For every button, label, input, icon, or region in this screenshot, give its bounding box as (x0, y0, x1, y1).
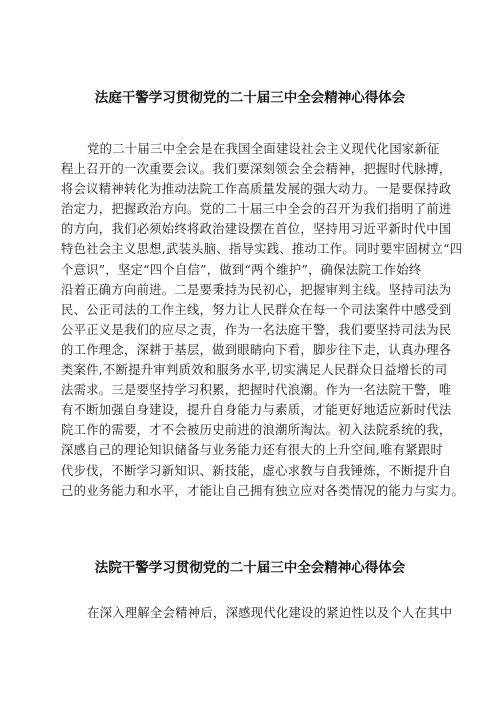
paragraph-line: 公平正义是我们的应尽之责，作为一名法庭干警，我们要坚持司法为民 (61, 322, 452, 337)
body-paragraph (61, 139, 465, 501)
paragraph-line: 类案件,不断提升审判质效和服务水平,切实满足人民群众日益增长的司 (61, 363, 448, 378)
paragraph-line: 沿着正确方向前进。二是要秉持为民初心，把握审判主线。坚持司法为 (61, 282, 452, 297)
body-paragraph (61, 603, 461, 623)
paragraph-line: 特色社会主义思想,武装头脑、指导实践、推动工作。同时要牢固树立“四 (61, 242, 463, 257)
paragraph-line: 代步伐，不断学习新知识、新技能，虚心求教与自我锤炼，不断提升自 (61, 463, 452, 478)
paragraph-line: 党的二十届三中全会是在我国全面建设社会主义现代化国家新征 (87, 142, 440, 156)
paragraph-line: 有不断加强自身建设，提升自身能力与素质，才能更好地适应新时代法 (61, 403, 452, 418)
paragraph-line: 在深入理解全会精神后，深感现代化建设的紧迫性以及个人在其中 (87, 606, 453, 620)
paragraph-line: 个意识”，坚定“四个自信”，做到“两个维护”，确保法院工作始终 (61, 262, 422, 277)
paragraph-line: 的方向，我们必须始终将政治建设摆在首位，坚持用习近平新时代中国 (61, 222, 452, 237)
paragraph-line: 己的业务能力和水平，才能让自己拥有独立应对各类情况的能力与实力。 (61, 483, 465, 498)
paragraph-line: 法需求。三是要坚持学习积累，把握时代浪潮。作为一名法院干警，唯 (61, 383, 452, 398)
paragraph-line: 的工作理念，深耕于基层，做到眼睛向下看，脚步往下走，认真办理各 (61, 342, 452, 357)
paragraph-line: 程上召开的一次重要会议。我们要深刻领会全会精神，把握时代脉搏， (61, 162, 452, 177)
document-title: 法院干警学习贯彻党的二十届三中全会精神心得体会 (94, 560, 406, 576)
paragraph-line: 治定力，把握政治方向。党的二十届三中全会的召开为我们指明了前进 (61, 202, 452, 217)
document-title: 法庭干警学习贯彻党的二十届三中全会精神心得体会 (94, 90, 406, 106)
paragraph-line: 院工作的需要，才不会被历史前进的浪潮所淘汰。初入法院系统的我， (61, 423, 452, 438)
paragraph-line: 将会议精神转化为推动法院工作高质量发展的强大动力。一是要保持政 (61, 182, 452, 197)
paragraph-line: 深感自己的理论知识储备与业务能力还有很大的上升空间,唯有紧跟时 (61, 443, 444, 458)
paragraph-line: 民、公正司法的工作主线，努力让人民群众在每一个司法案件中感受到 (61, 302, 452, 317)
